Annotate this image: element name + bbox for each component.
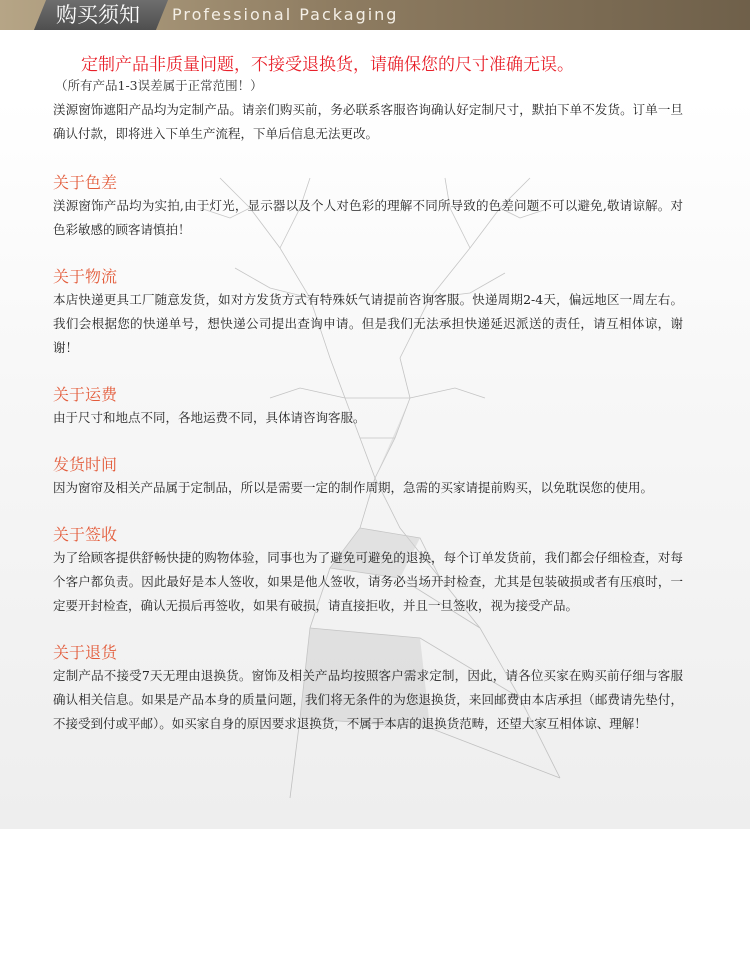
section-sign-for bbox=[53, 524, 683, 618]
section-shipping-fee bbox=[53, 384, 683, 430]
section-body: 本店快递更具工厂随意发货，如对方发货方式有特殊妖气请提前咨询客服。快递周期2-4天，偏远地区一周左右。我们会根据您的快递单号，想快递公司提出查询申请。但是我们无法承担快递延迟派送的责任，请互相体谅，谢谢！ bbox=[53, 292, 683, 355]
section-body: 定制产品不接受7天无理由退换货。窗饰及相关产品均按照客户需求定制，因此，请各位买家在购买前仔细与客服确认相关信息。如果是产品本身的质量问题，我们将无条件的为您退换货，来回邮费由本店承担（邮费请先垫付，不接受到付或平邮）。如买家自身的原因要求退换货，不属于本店的退换货范畴，还望大家互相体谅、理解！ bbox=[53, 668, 683, 731]
section-body: 由于尺寸和地点不同，各地运费不同，具体请咨询客服。 bbox=[53, 410, 366, 425]
section-body: 渼源窗饰产品均为实拍,由于灯光，显示器以及个人对色彩的理解不同所导致的色差问题不可以避免,敬请谅解。对色彩敏感的顾客请慎拍！ bbox=[53, 198, 683, 237]
section-color-difference bbox=[53, 172, 683, 242]
section-heading: 关于退货 bbox=[53, 643, 118, 662]
header-banner bbox=[0, 0, 750, 30]
section-body: 为了给顾客提供舒畅快捷的购物体验，同事也为了避免可避免的退换，每个订单发货前，我们都会仔细检查，对每个客户都负责。因此最好是本人签收，如果是他人签收，请务必当场开封检查，尤其是包装破损或者有压痕时，一定要开封检查，确认无损后再签收，如果有破损，请直接拒收，并且一旦签收，视为接受产品。 bbox=[53, 550, 683, 613]
section-returns bbox=[53, 642, 683, 736]
notice-text: 定制产品非质量问题，不接受退换货，请确保您的尺寸准确无误。 bbox=[81, 55, 574, 75]
notice-range-text: （所有产品1-3误差属于正常范围！） bbox=[55, 78, 263, 93]
content-area bbox=[53, 98, 683, 736]
section-body: 因为窗帘及相关产品属于定制品，所以是需要一定的制作周期，急需的买家请提前购买，以免耽误您的使用。 bbox=[53, 480, 654, 495]
section-delivery-time bbox=[53, 454, 683, 500]
section-heading: 发货时间 bbox=[53, 455, 118, 474]
section-logistics bbox=[53, 266, 683, 360]
intro-paragraph: 渼源窗饰遮阳产品均为定制产品。请亲们购买前，务必联系客服咨询确认好定制尺寸，默拍下单不发货。订单一旦确认付款，即将进入下单生产流程，下单后信息无法更改。 bbox=[53, 102, 683, 141]
section-heading: 关于色差 bbox=[53, 173, 118, 192]
section-heading: 关于运费 bbox=[53, 385, 118, 404]
section-heading: 关于签收 bbox=[53, 525, 118, 544]
header-title: 购买须知 bbox=[56, 3, 140, 27]
section-heading: 关于物流 bbox=[53, 267, 118, 286]
header-subtitle: Professional Packaging bbox=[172, 5, 399, 24]
